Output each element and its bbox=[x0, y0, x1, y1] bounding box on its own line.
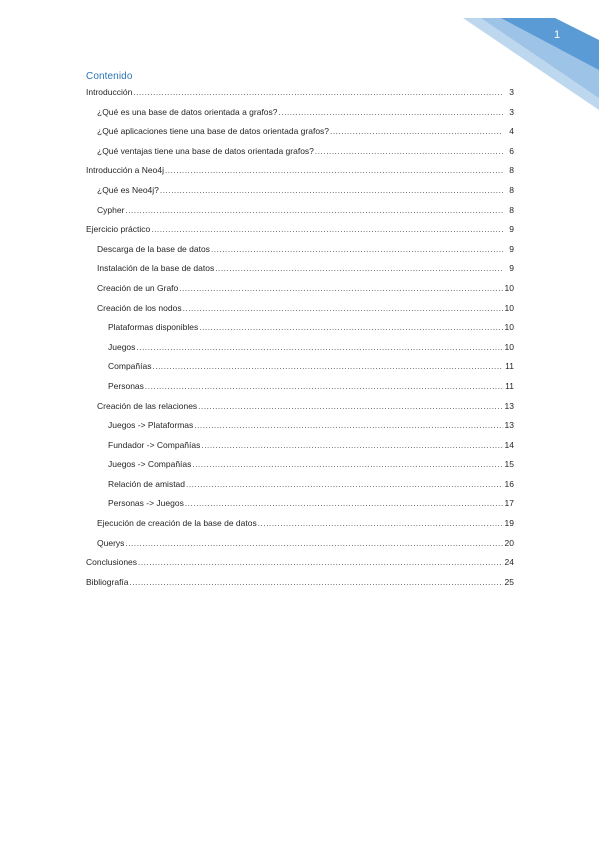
toc-entry-page-number: 25 bbox=[504, 576, 514, 587]
toc-entry-page-number: 6 bbox=[509, 145, 514, 156]
toc-dot-leader bbox=[136, 341, 503, 354]
toc-entry-page-number: 3 bbox=[509, 87, 514, 97]
toc-dot-leader bbox=[138, 556, 503, 569]
toc-entry-page-number: 17 bbox=[504, 498, 514, 509]
toc-entry[interactable] bbox=[86, 537, 514, 550]
toc-entry-page-number: 3 bbox=[509, 106, 514, 117]
toc-entry-page-number: 10 bbox=[504, 322, 514, 333]
toc-entry[interactable] bbox=[86, 302, 514, 315]
toc-entry-page-number: 11 bbox=[505, 361, 514, 372]
toc-dot-leader bbox=[151, 223, 503, 236]
toc-entry-title: ¿Qué aplicaciones tiene una base de datos orientada grafos? bbox=[97, 126, 330, 137]
toc-entry-page-number: 9 bbox=[509, 263, 514, 274]
toc-entry-title: Compañías bbox=[108, 361, 152, 372]
toc-entry[interactable] bbox=[86, 576, 514, 589]
toc-entry-title: Introducción bbox=[86, 87, 133, 97]
toc-dot-leader bbox=[186, 478, 503, 491]
toc-entry-title: Plataformas disponibles bbox=[108, 322, 199, 333]
toc-entry[interactable] bbox=[86, 321, 514, 334]
toc-entry[interactable] bbox=[86, 204, 514, 217]
toc-entry[interactable] bbox=[86, 517, 514, 530]
toc-entry[interactable] bbox=[86, 223, 514, 236]
toc-entry[interactable] bbox=[86, 556, 514, 569]
toc-entry-title: Descarga de la base de datos bbox=[97, 243, 210, 254]
toc-dot-leader bbox=[133, 86, 503, 99]
toc-entry-page-number: 15 bbox=[504, 459, 514, 470]
toc-dot-leader bbox=[279, 106, 503, 119]
toc-dot-leader bbox=[192, 458, 503, 471]
toc-entry-page-number: 8 bbox=[509, 184, 514, 195]
toc-entry-title: Relación de amistad bbox=[108, 478, 186, 489]
toc-entry-title: Personas bbox=[108, 380, 144, 391]
toc-entry[interactable] bbox=[86, 86, 514, 99]
toc-entry-page-number: 9 bbox=[509, 224, 514, 235]
toc-entry[interactable] bbox=[86, 360, 514, 373]
toc-entry[interactable] bbox=[86, 125, 514, 138]
toc-entry-title: Querys bbox=[97, 537, 125, 548]
toc-entry[interactable] bbox=[86, 458, 514, 471]
toc-dot-leader bbox=[198, 400, 503, 413]
toc-dot-leader bbox=[125, 204, 503, 217]
toc-dot-leader bbox=[152, 360, 503, 373]
toc-entry-title: Ejercicio práctico bbox=[86, 224, 151, 235]
toc-entry-page-number: 10 bbox=[504, 282, 514, 293]
toc-dot-leader bbox=[183, 302, 503, 315]
toc-entry-title: Conclusiones bbox=[86, 557, 138, 568]
toc-entry[interactable] bbox=[86, 282, 514, 295]
toc-entry-title: Cypher bbox=[97, 204, 125, 215]
toc-entry[interactable] bbox=[86, 145, 514, 158]
toc-entry[interactable] bbox=[86, 497, 514, 510]
toc-dot-leader bbox=[125, 537, 503, 550]
toc-entry-page-number: 4 bbox=[509, 126, 514, 137]
toc-entry[interactable] bbox=[86, 243, 514, 256]
toc-entry[interactable] bbox=[86, 478, 514, 491]
toc-entry-title: Instalación de la base de datos bbox=[97, 263, 215, 274]
toc-entry-title: Ejecución de creación de la base de datos bbox=[97, 518, 257, 529]
toc-entry-page-number: 9 bbox=[509, 243, 514, 254]
toc-entry-title: Creación de las relaciones bbox=[97, 400, 198, 411]
toc-entry[interactable] bbox=[86, 164, 514, 177]
toc-entry-title: ¿Qué es una base de datos orientada a grafos? bbox=[97, 106, 278, 117]
toc-heading: Contenido bbox=[86, 71, 133, 82]
toc-entry-title: Personas -> Juegos bbox=[108, 498, 184, 509]
toc-entry-title: Bibliografía bbox=[86, 576, 129, 587]
toc-entry[interactable] bbox=[86, 341, 514, 354]
toc-entry[interactable] bbox=[86, 419, 514, 432]
toc-dot-leader bbox=[211, 243, 503, 256]
table-of-contents bbox=[86, 86, 514, 595]
toc-entry-page-number: 8 bbox=[509, 165, 514, 176]
toc-dot-leader bbox=[165, 164, 503, 177]
toc-entry[interactable] bbox=[86, 380, 514, 393]
toc-entry-title: ¿Qué es Neo4j? bbox=[97, 184, 159, 195]
toc-entry-title: Juegos bbox=[108, 341, 136, 352]
toc-entry-title: Fundador -> Compañías bbox=[108, 439, 201, 450]
toc-entry[interactable] bbox=[86, 439, 514, 452]
toc-entry-page-number: 16 bbox=[504, 478, 514, 489]
toc-entry[interactable] bbox=[86, 106, 514, 119]
toc-entry-page-number: 13 bbox=[504, 400, 514, 411]
toc-entry-page-number: 8 bbox=[509, 204, 514, 215]
toc-dot-leader bbox=[130, 576, 503, 589]
toc-entry-title: Creación de un Grafo bbox=[97, 282, 179, 293]
toc-entry-page-number: 10 bbox=[504, 302, 514, 313]
toc-dot-leader bbox=[315, 145, 503, 158]
toc-dot-leader bbox=[199, 321, 503, 334]
toc-entry-page-number: 14 bbox=[504, 439, 514, 450]
toc-entry-page-number: 24 bbox=[504, 557, 514, 568]
toc-entry-title: Juegos -> Compañías bbox=[108, 459, 192, 470]
toc-entry-page-number: 13 bbox=[504, 420, 514, 431]
toc-entry-page-number: 19 bbox=[504, 518, 514, 529]
toc-entry-title: Introducción a Neo4j bbox=[86, 165, 164, 176]
toc-dot-leader bbox=[185, 497, 503, 510]
toc-dot-leader bbox=[258, 517, 503, 530]
toc-entry-page-number: 20 bbox=[504, 537, 514, 548]
toc-dot-leader bbox=[330, 125, 503, 138]
toc-dot-leader bbox=[201, 439, 503, 452]
toc-entry[interactable] bbox=[86, 184, 514, 197]
toc-dot-leader bbox=[215, 262, 503, 275]
toc-dot-leader bbox=[160, 184, 503, 197]
toc-entry[interactable] bbox=[86, 262, 514, 275]
toc-entry-title: Creación de los nodos bbox=[97, 302, 182, 313]
toc-entry-page-number: 11 bbox=[505, 380, 514, 391]
toc-entry[interactable] bbox=[86, 400, 514, 413]
toc-entry-page-number: 10 bbox=[504, 341, 514, 352]
toc-dot-leader bbox=[179, 282, 503, 295]
toc-entry-title: ¿Qué ventajas tiene una base de datos orientada grafos? bbox=[97, 145, 314, 156]
toc-dot-leader bbox=[145, 380, 503, 393]
toc-entry-title: Juegos -> Plataformas bbox=[108, 420, 194, 431]
toc-dot-leader bbox=[194, 419, 503, 432]
page-number: 1 bbox=[553, 29, 561, 41]
